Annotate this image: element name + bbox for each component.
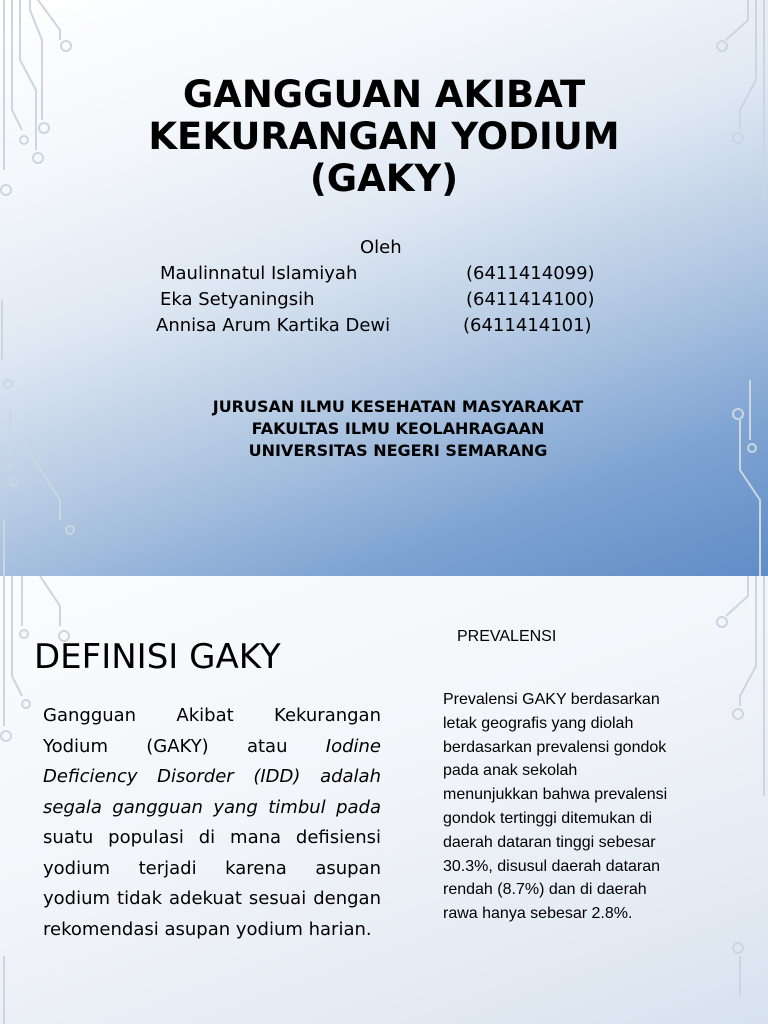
prevalence-text: Prevalensi GAKY berdasarkan letak geografis yang diolah berdasarkan prevalensi gondok pada anak sekolah menunjukkan bahwa prevalensi gondok tertinggi ditemukan di daerah dataran tinggi sebesar 30.3%, disusul daerah dataran rendah (8.7%) dan di daerah rawa hanya sebesar 2.8%. xyxy=(443,691,668,923)
definition-text: Gangguan Akibat Kekurangan Yodium (GAKY) atau Iodine Deficiency Disorder (IDD) adalah segala gangguan yang timbul pada suatu populasi di mana defisiensi yodium terjadi karena asupan yodium tidak adekuat sesuai dengan rekomendasi asupan yodium harian. xyxy=(43,705,381,940)
department-line: JURUSAN ILMU KESEHATAN MASYARAKAT xyxy=(212,397,584,416)
author-name: Eka Setyaningsih xyxy=(160,289,315,310)
definition-heading: DEFINISI GAKY xyxy=(34,637,281,677)
author-id: (6411414101) xyxy=(463,315,592,336)
author-name: Annisa Arum Kartika Dewi xyxy=(156,315,391,336)
author-id: (6411414100) xyxy=(466,289,595,310)
author-id: (6411414099) xyxy=(466,263,595,284)
university-line: UNIVERSITAS NEGERI SEMARANG xyxy=(248,441,548,460)
faculty-line: FAKULTAS ILMU KEOLAHRAGAAN xyxy=(251,419,545,438)
presentation-title: GANGGUAN AKIBAT KEKURANGAN YODIUM (GAKY) xyxy=(148,73,620,200)
prevalence-heading: PREVALENSI xyxy=(457,628,557,645)
author-name: Maulinnatul Islamiyah xyxy=(160,263,358,284)
institution-block xyxy=(100,396,696,462)
definition-slide xyxy=(0,576,768,1024)
by-label: Oleh xyxy=(360,237,402,258)
